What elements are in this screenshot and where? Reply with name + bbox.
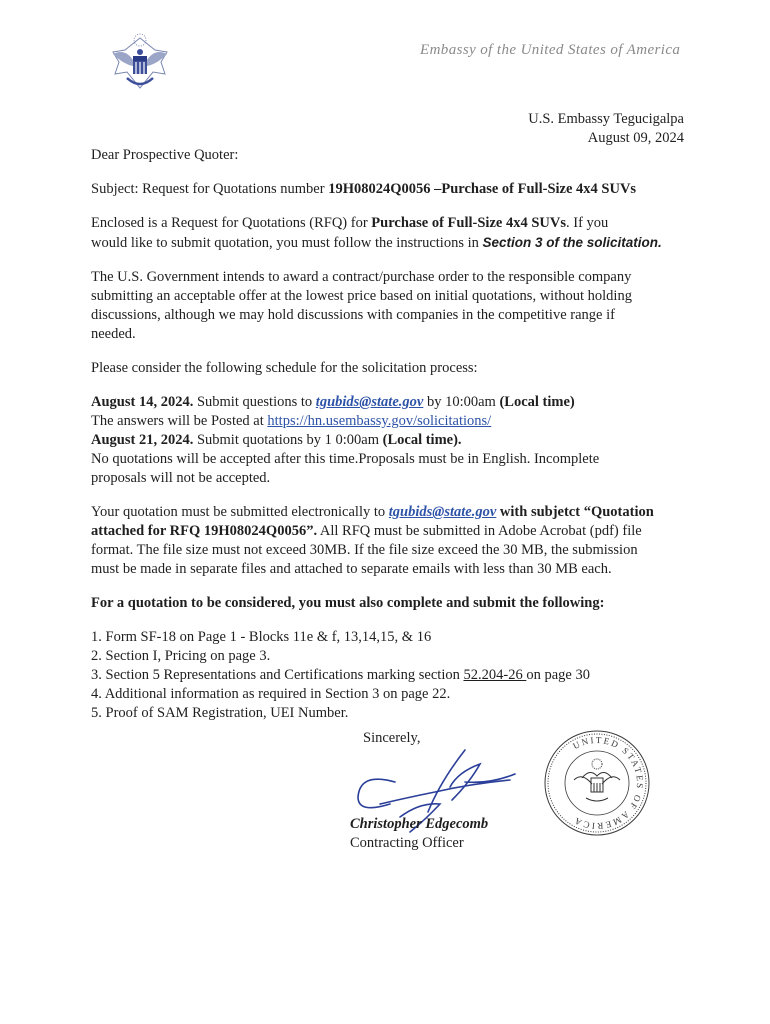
- schedule-time: by 10:00am: [423, 394, 500, 410]
- official-seal-stamp: [542, 728, 652, 838]
- list-item: 4. Additional information as required in Section 3 on page 22.: [91, 686, 451, 702]
- solicitations-link[interactable]: https://hn.usembassy.gov/solicitations/: [267, 413, 492, 429]
- enclosed-rfq-title: Purchase of Full-Size 4x4 SUVs: [371, 215, 566, 231]
- schedule-intro: Please consider the following schedule for the solicitation process:: [91, 360, 478, 376]
- submission-text: format. The file size must not exceed 30MB. If the file size exceed the 30 MB, the submission: [91, 542, 638, 558]
- enclosed-paragraph: [91, 214, 691, 253]
- requirements-heading-text: For a quotation to be considered, you must also complete and submit the following:: [91, 595, 605, 611]
- schedule-block: [91, 393, 691, 488]
- letterhead-title: Embassy of the United States of America: [420, 42, 681, 58]
- answers-text: The answers will be Posted at: [91, 413, 268, 429]
- subject-prefix: Subject: Request for Quotations number: [91, 181, 329, 197]
- local-time-note: (Local time).: [382, 432, 462, 448]
- requirements-heading: [91, 594, 691, 613]
- letter-body: [91, 146, 691, 723]
- sender-block: [528, 110, 684, 148]
- list-item: 5. Proof of SAM Registration, UEI Number.: [91, 705, 349, 721]
- schedule-text: Submit quotations by 1 0:00am: [193, 432, 383, 448]
- signer-block: [350, 815, 488, 853]
- list-item: 2. Section I, Pricing on page 3.: [91, 648, 271, 664]
- requirements-list: [91, 628, 691, 723]
- list-item: [91, 666, 691, 685]
- salutation: Dear Prospective Quoter:: [91, 147, 239, 163]
- email-link[interactable]: tgubids@state.gov: [315, 394, 424, 410]
- letter-date: August 09, 2024: [587, 130, 684, 146]
- submission-text: All RFQ must be submitted in Adobe Acrobat (pdf) file: [317, 523, 642, 539]
- enclosed-instructions: would like to submit quotation, you must follow the instructions in: [91, 235, 483, 251]
- list-item-text: on page 30: [526, 667, 590, 683]
- intent-line: The U.S. Government intends to award a contract/purchase order to the responsible company: [91, 269, 632, 285]
- intent-line: needed.: [91, 326, 136, 342]
- signer-name: Christopher Edgecomb: [350, 816, 489, 832]
- submission-paragraph: [91, 503, 691, 579]
- section-reference: Section 3 of the solicitation.: [482, 235, 662, 250]
- local-time-note: (Local time): [499, 394, 575, 410]
- embassy-seal-logo: [105, 30, 175, 96]
- section-number: 52.204-26: [463, 667, 527, 683]
- acceptance-note: proposals will not be accepted.: [91, 470, 271, 486]
- list-item: 1. Form SF-18 on Page 1 - Blocks 11e & f, 13,14,15, & 16: [91, 629, 432, 645]
- submission-text: must be made in separate files and attached to separate emails with less than 30 MB each.: [91, 561, 612, 577]
- questions-deadline: August 14, 2024.: [91, 394, 194, 410]
- closing-salutation: Sincerely,: [363, 730, 421, 746]
- sender-office: U.S. Embassy Tegucigalpa: [528, 111, 684, 127]
- subject-rfq: 19H08024Q0056 –Purchase of Full-Size 4x4 SUVs: [328, 181, 637, 197]
- subject-instruction: with subjetct “Quotation: [496, 504, 654, 520]
- list-item-text: 3. Section 5 Representations and Certifications marking section: [91, 667, 464, 683]
- intent-paragraph: [91, 268, 691, 344]
- quotations-deadline: August 21, 2024.: [91, 432, 194, 448]
- subject-line: [91, 180, 691, 199]
- intent-line: submitting an acceptable offer at the lowest price based on initial quotations, without holding: [91, 288, 632, 304]
- email-link[interactable]: tgubids@state.gov: [388, 504, 497, 520]
- enclosed-text: Enclosed is a Request for Quotations (RFQ) for: [91, 215, 372, 231]
- enclosed-text-tail: . If you: [565, 215, 609, 231]
- svg-text:UNITED STATES OF AMERICA: UNITED STATES OF AMERICA: [571, 734, 646, 832]
- intent-line: discussions, although we may hold discussions with companies in the competitive range if: [91, 307, 615, 323]
- submission-text: Your quotation must be submitted electronically to: [91, 504, 389, 520]
- schedule-text: Submit questions to: [193, 394, 316, 410]
- subject-instruction-rfq: attached for RFQ 19H08024Q0056”.: [91, 523, 318, 539]
- signer-title: Contracting Officer: [350, 835, 464, 851]
- acceptance-note: No quotations will be accepted after this time.Proposals must be in English. Incomplete: [91, 451, 600, 467]
